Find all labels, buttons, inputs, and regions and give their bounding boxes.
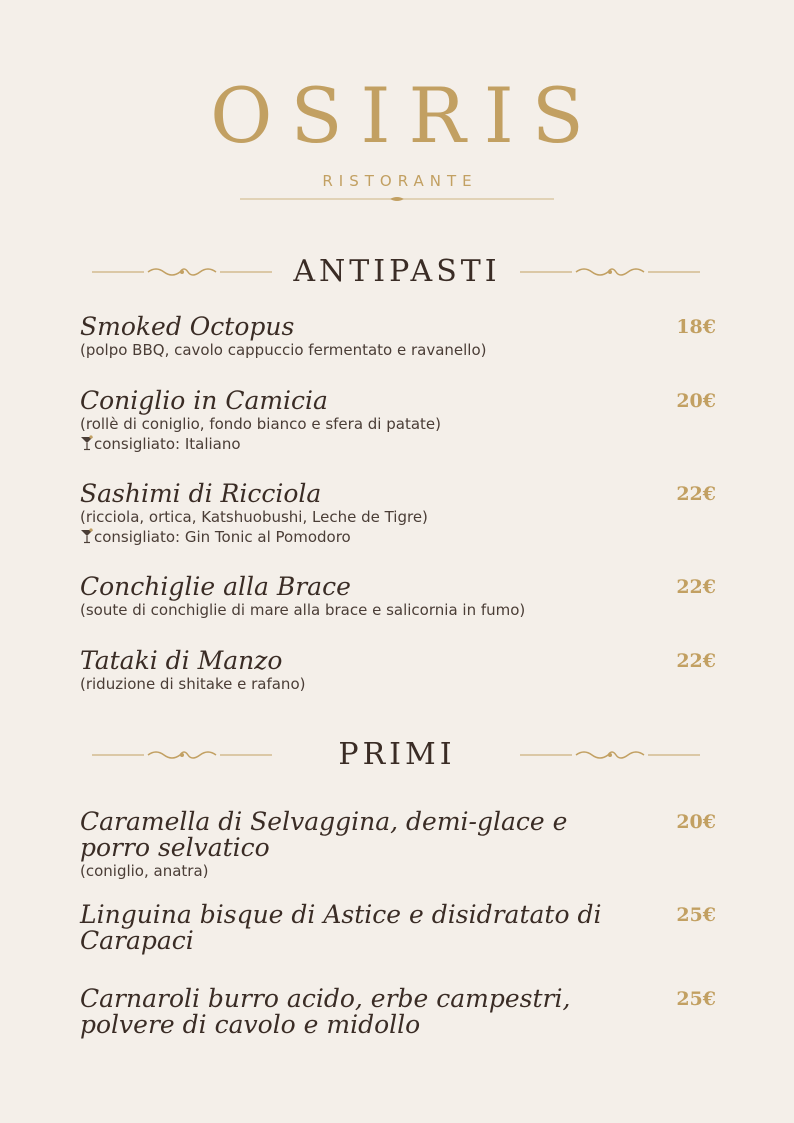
dish-price: 22€ (676, 650, 716, 672)
menu-item (80, 986, 716, 1038)
dish-description: (soute di conchiglie di mare alla brace e salicornia in fumo) (80, 601, 526, 619)
dish-price: 25€ (676, 988, 716, 1010)
dish-name: Smoked Octopus (80, 312, 295, 341)
dish-description: (ricciola, ortica, Katshuobushi, Leche de Tigre) (80, 508, 428, 526)
restaurant-name: OSIRIS (210, 71, 602, 160)
restaurant-subtitle: RISTORANTE (322, 172, 478, 190)
menu-item (80, 574, 716, 620)
dish-price: 22€ (676, 576, 716, 598)
menu-item (80, 388, 716, 454)
ornament-flourish-icon (520, 264, 700, 280)
dish-name: Sashimi di Ricciola (80, 479, 322, 508)
dish-price: 18€ (676, 316, 716, 338)
dish-price: 20€ (676, 811, 716, 833)
dish-name: Caramella di Selvaggina, demi-glace e porro selvatico (80, 807, 568, 862)
menu-item (80, 648, 716, 694)
dish-name: Conchiglie alla Brace (80, 572, 351, 601)
restaurant-header (0, 71, 794, 190)
dish-name: Tataki di Manzo (80, 646, 283, 675)
dish-description: (riduzione di shitake e rafano) (80, 675, 306, 693)
menu-item (80, 314, 716, 360)
dish-name: Coniglio in Camicia (80, 386, 328, 415)
dish-price: 25€ (676, 904, 716, 926)
dish-price: 20€ (676, 390, 716, 412)
section-title: ANTIPASTI (293, 254, 501, 289)
menu-item (80, 902, 716, 954)
dish-price: 22€ (676, 483, 716, 505)
pairing-text: consigliato: Gin Tonic al Pomodoro (94, 528, 351, 546)
drink-pairing (80, 527, 716, 547)
ornament-flourish-icon (520, 747, 700, 763)
dish-name: Linguina bisque di Astice e disidratato di Carapaci (80, 900, 602, 955)
dish-name: Carnaroli burro acido, erbe campestri, polvere di cavolo e midollo (80, 984, 571, 1039)
section-heading-primi (80, 735, 714, 775)
cocktail-glass-icon (80, 528, 94, 544)
drink-pairing (80, 434, 716, 454)
dish-description: (rollè di coniglio, fondo bianco e sfera di patate) (80, 415, 441, 433)
section-heading-antipasti (80, 252, 714, 292)
dish-description: (polpo BBQ, cavolo cappuccio fermentato e ravanello) (80, 341, 487, 359)
cocktail-glass-icon (80, 435, 94, 451)
menu-item (80, 809, 716, 881)
dish-description: (coniglio, anatra) (80, 862, 209, 880)
section-title: PRIMI (338, 737, 456, 772)
header-divider-icon (240, 196, 554, 202)
pairing-text: consigliato: Italiano (94, 435, 241, 453)
menu-item (80, 481, 716, 547)
